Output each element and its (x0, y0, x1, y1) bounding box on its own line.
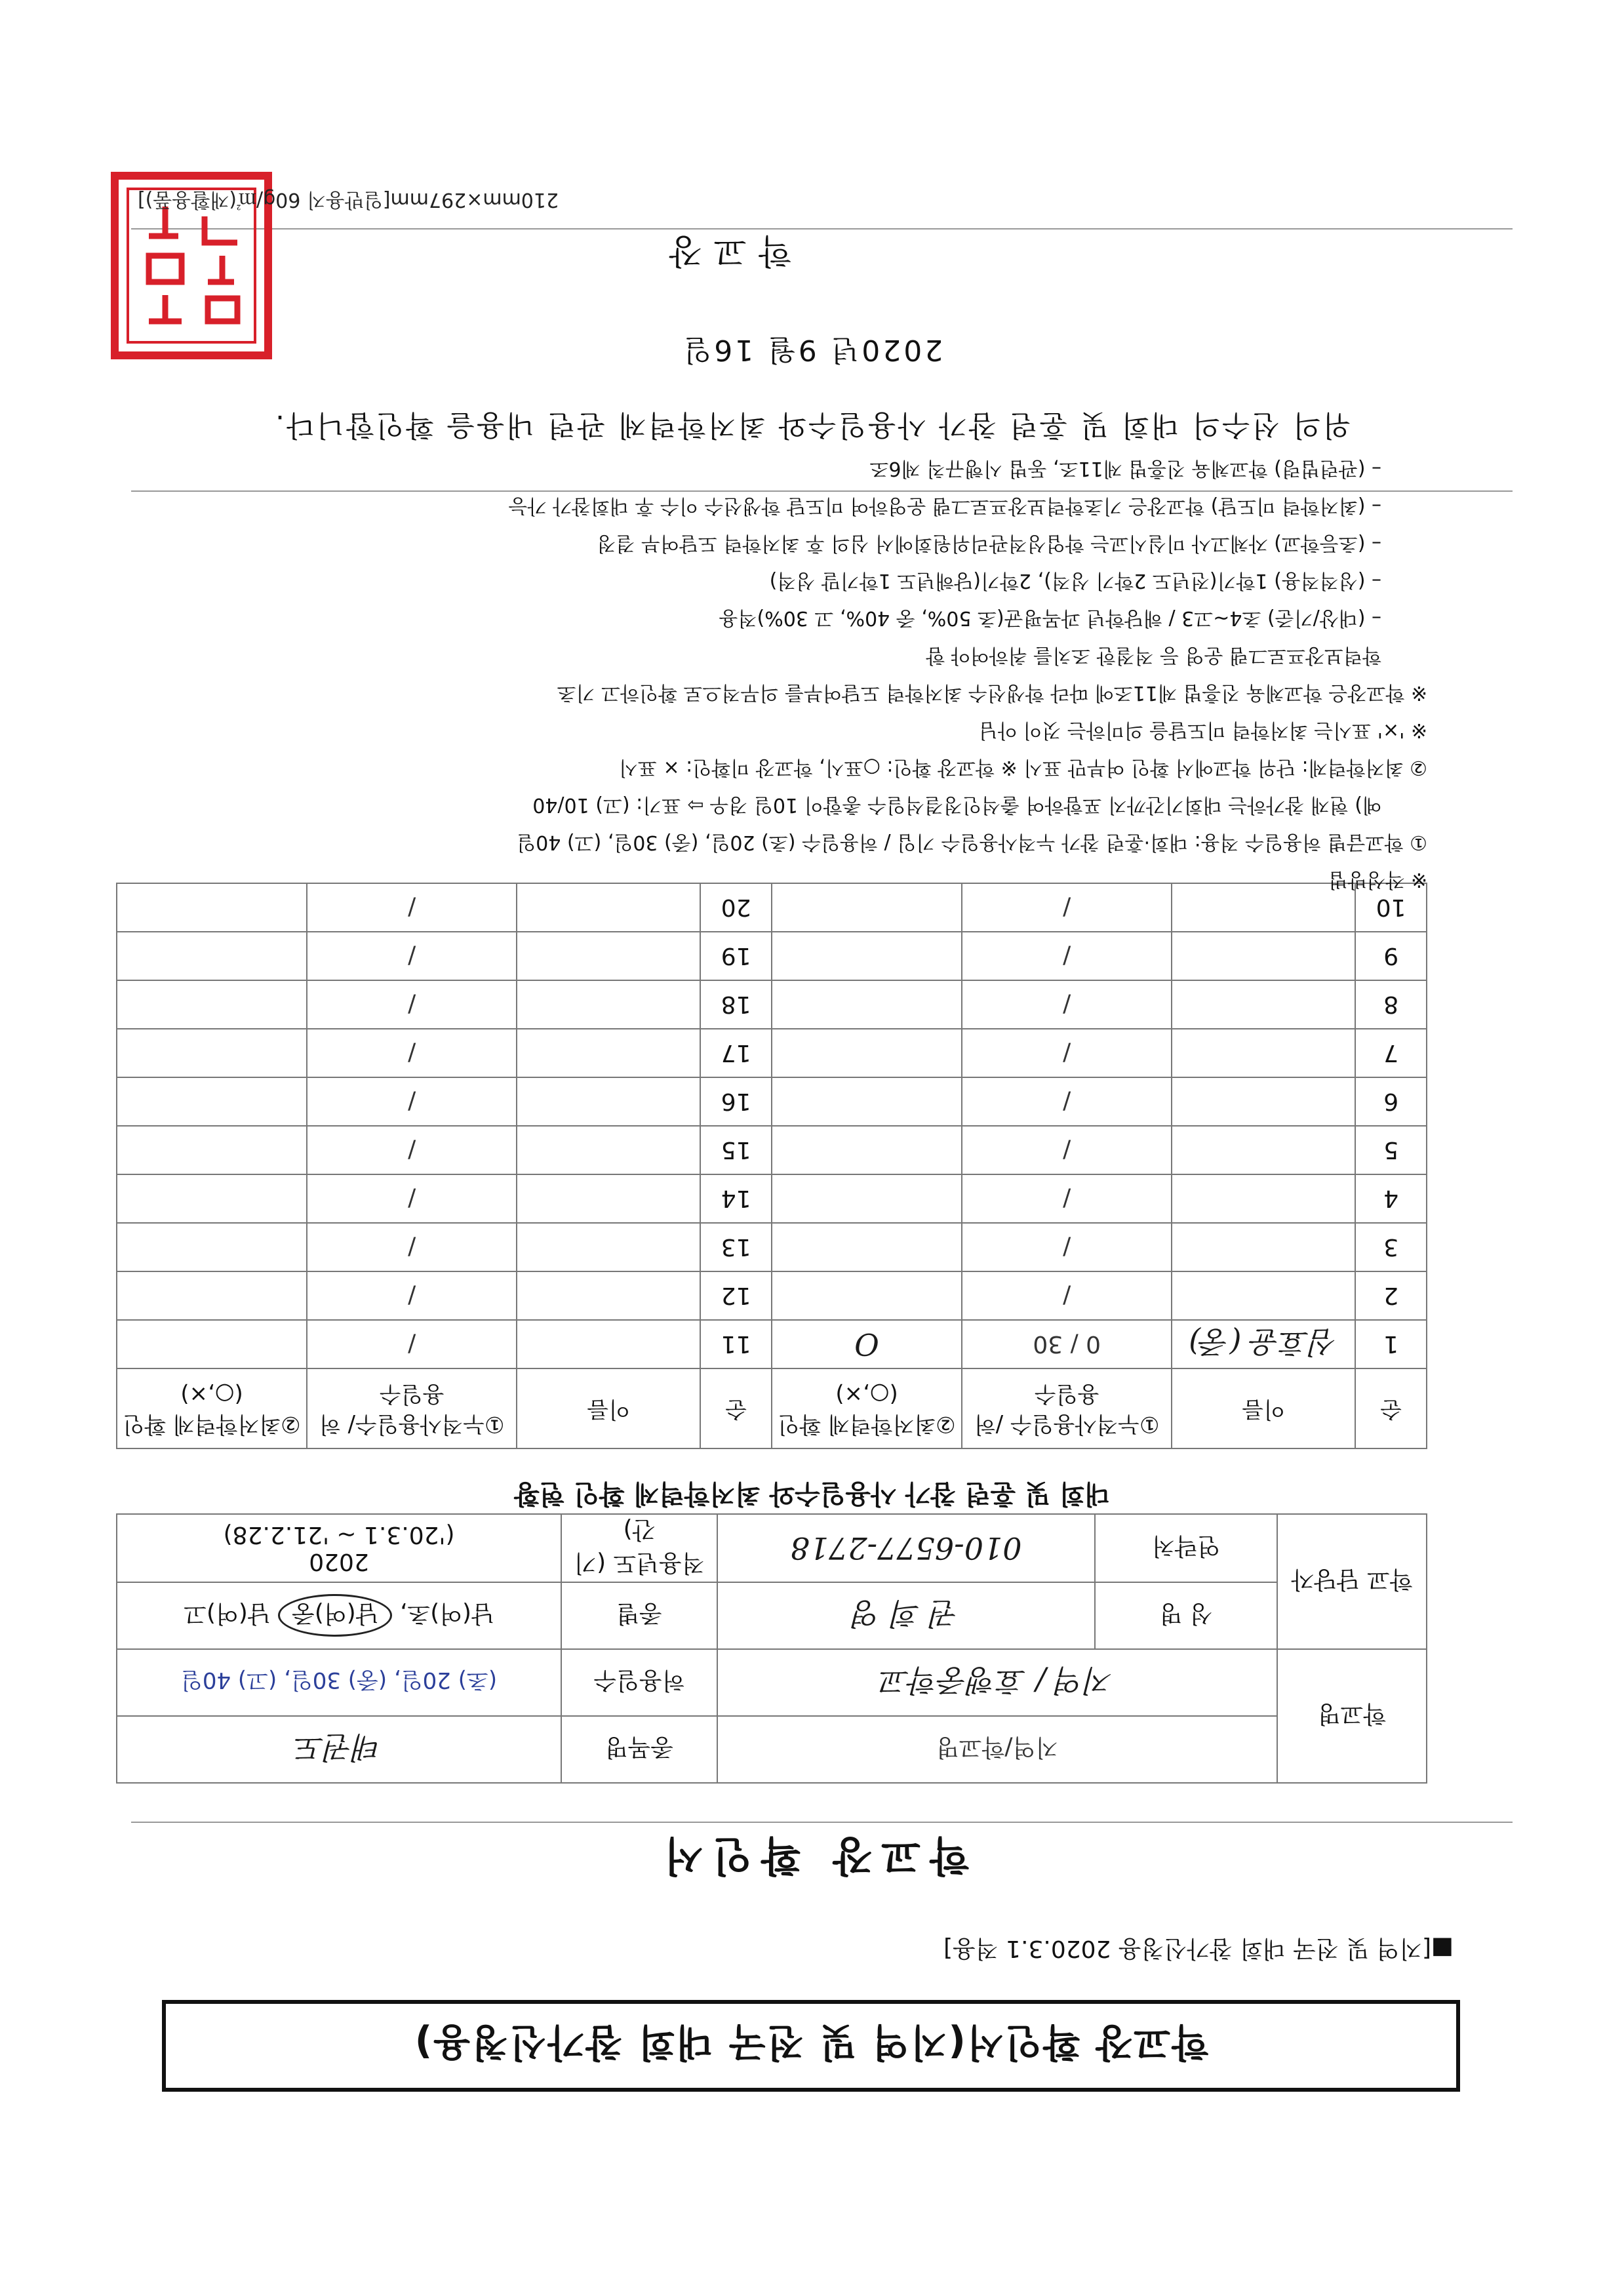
note-7: – (초등학교) 자체고사 미실시교는 학업성적관리위원회에서 심의 후 최저학력 도달여부 결정 (597, 532, 1381, 555)
student-name (1172, 1029, 1355, 1077)
name-value: 권 희 영 (717, 1582, 1095, 1649)
student-name (1172, 1223, 1355, 1271)
days-used: / (962, 980, 1172, 1029)
note-4b: 학력보장프로그램 운영 등 적절한 조치를 취하여야 함 (926, 644, 1381, 667)
row-number: 9 (1355, 932, 1427, 980)
grade-check (772, 1223, 962, 1271)
student-name (1172, 932, 1355, 980)
days-used-2: / (307, 1223, 517, 1271)
header-grade: ②최저학력제 확인(○,×) (772, 1368, 962, 1448)
row-number: 6 (1355, 1077, 1427, 1126)
grade-check (772, 980, 962, 1029)
row-number-2: 14 (700, 1174, 772, 1223)
level-elementary: 남(여)초, (399, 1600, 494, 1627)
note-1: ① 학교급별 허용일수 적용: 대회·훈련 참가 누적사용일수 기입 / 허용일수 (초) 20일, (중) 30일, (고) 40일 (517, 831, 1427, 854)
student-name-2 (517, 1029, 700, 1077)
region-school-value: 지역 / 효행중학교 (717, 1649, 1277, 1716)
grade-check-2 (117, 980, 307, 1029)
level-high: 남(여)고 (184, 1600, 271, 1627)
header-days: ①누적사용일수 /허용일수 (962, 1368, 1172, 1448)
header-name: 이름 (1172, 1368, 1355, 1448)
year-cell (117, 1514, 561, 1582)
days-used: / (962, 1077, 1172, 1126)
table-row (117, 932, 1427, 980)
days-used: / (962, 883, 1172, 932)
row-number-2: 19 (700, 932, 772, 980)
row-number: 8 (1355, 980, 1427, 1029)
table-row (117, 980, 1427, 1029)
row-number-2: 13 (700, 1223, 772, 1271)
table-row (117, 1077, 1427, 1126)
header-grade-2: ②최저학력제 확인(○,×) (117, 1368, 307, 1448)
grade-check: O (772, 1320, 962, 1368)
days-used-2: / (307, 1174, 517, 1223)
days-label: 허용일수 (561, 1649, 717, 1716)
region-school-label: 지역/학교명 (717, 1716, 1277, 1783)
row-number-2: 20 (700, 883, 772, 932)
row-number: 3 (1355, 1223, 1427, 1271)
sport-value: 태권도 (117, 1716, 561, 1783)
student-name (1172, 1077, 1355, 1126)
days-used: / (962, 1174, 1172, 1223)
grade-check-2 (117, 932, 307, 980)
year-value: 2020 (309, 1548, 369, 1575)
days-used: / (962, 1126, 1172, 1174)
table-row (117, 1174, 1427, 1223)
year-label: 적용년도 (기간) (561, 1514, 717, 1582)
student-name: 심효윤 (중) (1172, 1320, 1355, 1368)
note-5: – (대상/기준) 초4~고3 / 해당학년 과목평균(초 50%, 중 40%, 고 30%)적용 (719, 607, 1381, 629)
days-used-2: / (307, 1271, 517, 1320)
grade-check (772, 932, 962, 980)
days-used-2: / (307, 1029, 517, 1077)
note-4: ※ 학교장은 학교체육 진흥법 제11조에 따라 학생선수 최저학력 도달여부를 의무적으로 확인하고 기초 (557, 681, 1427, 704)
issue-date: 2020년 9월 16일 (681, 333, 943, 367)
days-used: / (962, 1223, 1172, 1271)
contact-label: 학교 담당자 (1277, 1514, 1427, 1649)
days-used-2: / (307, 980, 517, 1029)
days-used-2: / (307, 1320, 517, 1368)
row-number-2: 12 (700, 1271, 772, 1320)
grade-check (772, 1029, 962, 1077)
days-used: / (962, 1029, 1172, 1077)
header-num: 순 (1355, 1368, 1427, 1448)
school-info-table (116, 1513, 1427, 1784)
grade-check-2 (117, 1126, 307, 1174)
student-name-2 (517, 1223, 700, 1271)
days-used-2: / (307, 1077, 517, 1126)
school-label: 학교명 (1277, 1649, 1427, 1783)
student-name (1172, 980, 1355, 1029)
days-used: 0 / 30 (962, 1320, 1172, 1368)
grade-check-2 (117, 1271, 307, 1320)
form-title: 학교장 확인서 (655, 1832, 969, 1880)
period-value: ('20.3.1 ~ '21.2.28) (223, 1521, 455, 1548)
header-num-2: 순 (700, 1368, 772, 1448)
table-body (117, 883, 1427, 1368)
grade-check (772, 1174, 962, 1223)
grade-check-2 (117, 1223, 307, 1271)
grade-check-2 (117, 1174, 307, 1223)
instructions-block (116, 450, 1427, 898)
days-used-2: / (307, 883, 517, 932)
row-number-2: 11 (700, 1320, 772, 1368)
document-title-box (162, 2000, 1460, 2092)
grade-check (772, 1077, 962, 1126)
row-number: 7 (1355, 1029, 1427, 1077)
table-row (117, 1029, 1427, 1077)
days-used: / (962, 932, 1172, 980)
student-name-2 (517, 1077, 700, 1126)
document-title: 학교장 확인서(지역 및 전국 대회 참가신청용) (413, 2020, 1209, 2065)
student-name (1172, 1174, 1355, 1223)
row-number-2: 18 (700, 980, 772, 1029)
student-name-2 (517, 1320, 700, 1368)
days-used-2: / (307, 1126, 517, 1174)
row-number: 10 (1355, 883, 1427, 932)
note-6: – (성적적용) 1학기(전년도 2학기 성적), 2학기(당해년도 1학기말 성적) (769, 569, 1381, 592)
table-row (117, 1271, 1427, 1320)
principal-title: 학교장 (657, 231, 791, 270)
paper-spec: 210mm×297mm[일반용지 60g/㎡(재활용품)] (138, 188, 559, 211)
grade-check-2 (117, 1077, 307, 1126)
student-name-2 (517, 1126, 700, 1174)
row-number-2: 15 (700, 1126, 772, 1174)
level-middle-circled: 남(여)중 (278, 1595, 392, 1637)
note-9: – (관련법령) 학교체육 진흥법 제11조, 동법 시행규칙 제6조 (869, 457, 1381, 480)
row-number: 4 (1355, 1174, 1427, 1223)
row-number: 5 (1355, 1126, 1427, 1174)
student-name (1172, 1126, 1355, 1174)
row-number-2: 17 (700, 1029, 772, 1077)
participation-table (116, 883, 1427, 1449)
grade-check (772, 1126, 962, 1174)
count-table-caption: 대회 및 훈련 참가 사용일수와 최저학력제 확인 현황 (514, 1479, 1110, 1509)
document-subtitle: ■[지역 및 전국 대회 참가신청용 2020.3.1 적용] (943, 1935, 1454, 1962)
table-header-row (117, 1368, 1427, 1448)
note-3: ※ '×' 표시는 최저학력 미도달을 의미하는 것이 아님 (978, 719, 1427, 742)
sport-label: 종목명 (561, 1716, 717, 1783)
student-name-2 (517, 932, 700, 980)
notes-heading: ※ 작성방법 (1328, 868, 1427, 891)
row-number: 1 (1355, 1320, 1427, 1368)
days-used-2: / (307, 932, 517, 980)
note-1b: 예) 현재 참가하는 대회기간까지 포함하여 출석인정결석일수 총합이 10일 경우 ⇨ 표기: (고) 10/40 (532, 793, 1381, 816)
note-2: ② 최저학력제: 단위 학교에서 확인 여부만 표시 ※ 학교장 확인: ○표시, 학교장 미확인: × 표시 (618, 756, 1427, 779)
phone-value: 010-6577-2718 (717, 1514, 1095, 1582)
days-value: (초) 20일, (중) 30일, (고) 40일 (117, 1649, 561, 1716)
table-row (117, 1126, 1427, 1174)
student-name (1172, 1271, 1355, 1320)
divider-line (131, 228, 1513, 230)
row-number: 2 (1355, 1271, 1427, 1320)
student-name-2 (517, 980, 700, 1029)
table-row (117, 1223, 1427, 1271)
note-8: – (최저학력 미도달) 학교장은 기초학력보장프로그램 운영하여 미도달 학생선수 이수 후 대회참가 가능 (508, 494, 1381, 517)
name-label: 성 명 (1095, 1582, 1277, 1649)
student-name-2 (517, 1174, 700, 1223)
level-label: 종별 (561, 1582, 717, 1649)
level-value (117, 1582, 561, 1649)
grade-check (772, 1271, 962, 1320)
student-name-2 (517, 1271, 700, 1320)
header-days-2: ①누적사용일수/ 허용일수 (307, 1368, 517, 1448)
grade-check-2 (117, 1320, 307, 1368)
confirmation-statement: 위의 선수의 대회 및 훈련 참가 사용일수와 최저학력제 관련 내용을 확인합니다. (273, 409, 1351, 442)
table-row (117, 1320, 1427, 1368)
grade-check-2 (117, 1029, 307, 1077)
divider-line (131, 1822, 1513, 1823)
days-used: / (962, 1271, 1172, 1320)
header-name-2: 이름 (517, 1368, 700, 1448)
phone-label: 연락처 (1095, 1514, 1277, 1582)
row-number-2: 16 (700, 1077, 772, 1126)
